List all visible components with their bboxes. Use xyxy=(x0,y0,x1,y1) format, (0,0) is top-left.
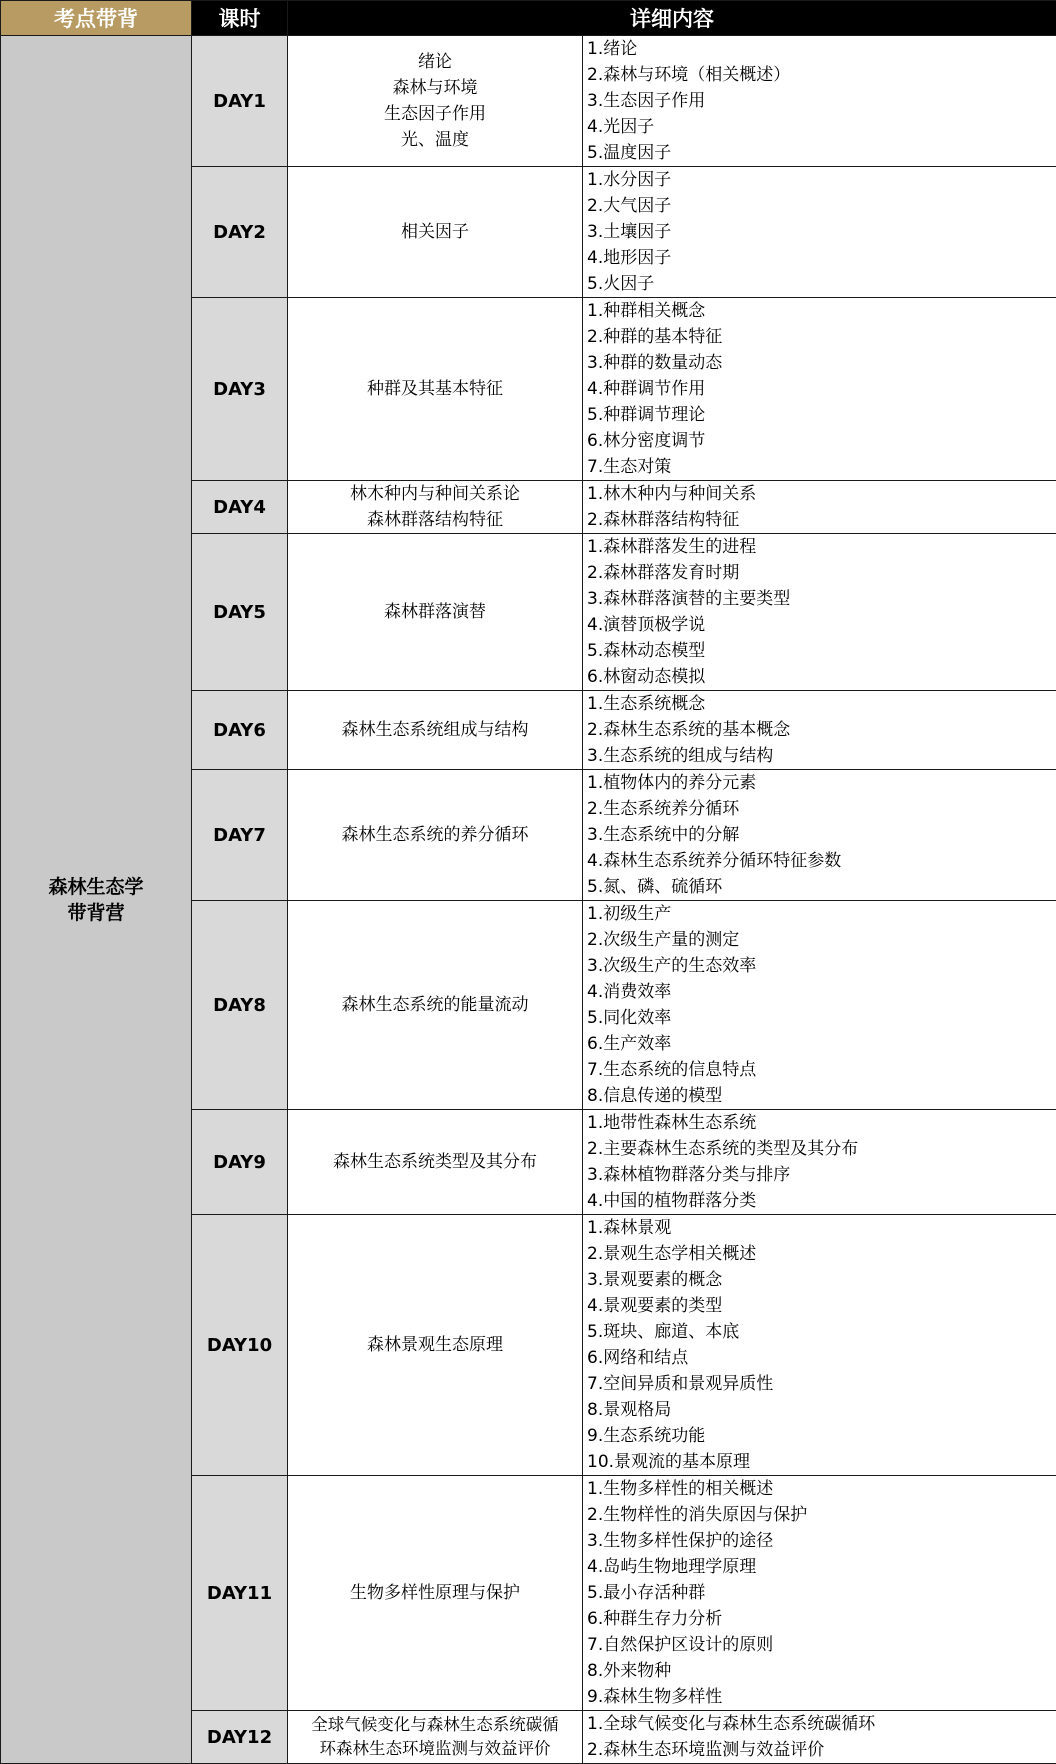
topic-line: 森林生态系统类型及其分布 xyxy=(294,1149,576,1175)
detail-item: 4.景观要素的类型 xyxy=(587,1293,1056,1319)
detail-item: 2.森林群落结构特征 xyxy=(587,507,1056,533)
schedule-row xyxy=(1,36,1056,167)
detail-list xyxy=(583,901,1056,1110)
detail-item: 1.地带性森林生态系统 xyxy=(587,1110,1056,1136)
detail-item: 2.生态系统养分循环 xyxy=(587,796,1056,822)
detail-item: 5.同化效率 xyxy=(587,1005,1056,1031)
detail-item: 4.中国的植物群落分类 xyxy=(587,1188,1056,1214)
detail-item: 7.生态对策 xyxy=(587,454,1056,480)
topic-line: 森林与环境 xyxy=(294,75,576,101)
day-label: DAY3 xyxy=(192,298,288,481)
topic-line: 森林生态系统的能量流动 xyxy=(294,992,576,1018)
day-label: DAY1 xyxy=(192,36,288,167)
header-row xyxy=(1,1,1056,36)
day-label: DAY10 xyxy=(192,1215,288,1476)
detail-item: 3.种群的数量动态 xyxy=(587,350,1056,376)
detail-item: 1.生物多样性的相关概述 xyxy=(587,1476,1056,1502)
lesson-topic xyxy=(288,36,583,167)
detail-list xyxy=(583,534,1056,691)
detail-item: 8.景观格局 xyxy=(587,1397,1056,1423)
topic-line: 光、温度 xyxy=(294,127,576,153)
detail-item: 2.主要森林生态系统的类型及其分布 xyxy=(587,1136,1056,1162)
detail-item: 4.地形因子 xyxy=(587,245,1056,271)
detail-list xyxy=(583,167,1056,298)
topic-line: 相关因子 xyxy=(294,219,576,245)
detail-item: 3.生态系统中的分解 xyxy=(587,822,1056,848)
detail-item: 9.生态系统功能 xyxy=(587,1423,1056,1449)
topic-line: 森林景观生态原理 xyxy=(294,1332,576,1358)
detail-item: 1.全球气候变化与森林生态系统碳循环 xyxy=(587,1711,1056,1737)
detail-item: 5.种群调节理论 xyxy=(587,402,1056,428)
topic-line: 森林群落演替 xyxy=(294,599,576,625)
detail-item: 6.种群生存力分析 xyxy=(587,1606,1056,1632)
detail-item: 1.林木种内与种间关系 xyxy=(587,481,1056,507)
detail-item: 4.种群调节作用 xyxy=(587,376,1056,402)
day-label: DAY11 xyxy=(192,1476,288,1711)
lesson-topic xyxy=(288,1215,583,1476)
detail-item: 6.林窗动态模拟 xyxy=(587,664,1056,690)
day-label: DAY5 xyxy=(192,534,288,691)
day-label: DAY12 xyxy=(192,1711,288,1764)
day-label: DAY2 xyxy=(192,167,288,298)
detail-list xyxy=(583,298,1056,481)
lesson-topic xyxy=(288,298,583,481)
detail-item: 8.信息传递的模型 xyxy=(587,1083,1056,1109)
detail-item: 6.林分密度调节 xyxy=(587,428,1056,454)
detail-item: 7.自然保护区设计的原则 xyxy=(587,1632,1056,1658)
detail-item: 3.土壤因子 xyxy=(587,219,1056,245)
detail-item: 3.生物多样性保护的途径 xyxy=(587,1528,1056,1554)
detail-item: 5.森林动态模型 xyxy=(587,638,1056,664)
header-group: 考点带背 xyxy=(1,1,192,36)
lesson-topic xyxy=(288,481,583,534)
detail-item: 10.景观流的基本原理 xyxy=(587,1449,1056,1475)
lesson-topic xyxy=(288,1476,583,1711)
detail-item: 1.种群相关概念 xyxy=(587,298,1056,324)
detail-item: 2.森林生态系统的基本概念 xyxy=(587,717,1056,743)
topic-line: 全球气候变化与森林生态系统碳循 xyxy=(290,1713,580,1737)
detail-item: 1.森林景观 xyxy=(587,1215,1056,1241)
detail-list xyxy=(583,36,1056,167)
detail-list xyxy=(583,1711,1056,1764)
day-label: DAY6 xyxy=(192,691,288,770)
topic-line: 森林群落结构特征 xyxy=(294,507,576,533)
detail-item: 3.景观要素的概念 xyxy=(587,1267,1056,1293)
detail-item: 5.最小存活种群 xyxy=(587,1580,1056,1606)
lesson-topic xyxy=(288,770,583,901)
header-lesson: 课时 xyxy=(192,1,288,36)
detail-item: 1.绪论 xyxy=(587,36,1056,62)
detail-item: 5.火因子 xyxy=(587,271,1056,297)
topic-line: 生物多样性原理与保护 xyxy=(294,1580,576,1606)
detail-item: 6.生产效率 xyxy=(587,1031,1056,1057)
detail-list xyxy=(583,691,1056,770)
detail-item: 1.生态系统概念 xyxy=(587,691,1056,717)
detail-item: 5.氮、磷、硫循环 xyxy=(587,874,1056,900)
detail-item: 2.生物样性的消失原因与保护 xyxy=(587,1502,1056,1528)
detail-item: 1.初级生产 xyxy=(587,901,1056,927)
detail-list xyxy=(583,1110,1056,1215)
day-label: DAY8 xyxy=(192,901,288,1110)
detail-item: 2.大气因子 xyxy=(587,193,1056,219)
detail-item: 2.森林群落发育时期 xyxy=(587,560,1056,586)
detail-item: 3.森林群落演替的主要类型 xyxy=(587,586,1056,612)
detail-item: 7.生态系统的信息特点 xyxy=(587,1057,1056,1083)
course-group-name: 带背营 xyxy=(1,900,191,926)
detail-item: 4.岛屿生物地理学原理 xyxy=(587,1554,1056,1580)
detail-item: 2.种群的基本特征 xyxy=(587,324,1056,350)
detail-item: 4.光因子 xyxy=(587,114,1056,140)
lesson-topic xyxy=(288,167,583,298)
detail-item: 4.消费效率 xyxy=(587,979,1056,1005)
detail-item: 1.水分因子 xyxy=(587,167,1056,193)
lesson-topic xyxy=(288,534,583,691)
detail-item: 2.次级生产量的测定 xyxy=(587,927,1056,953)
topic-line: 森林生态系统组成与结构 xyxy=(294,717,576,743)
topic-line: 种群及其基本特征 xyxy=(294,376,576,402)
course-group-name: 森林生态学 xyxy=(1,874,191,900)
header-detail: 详细内容 xyxy=(288,1,1056,36)
lesson-topic xyxy=(288,691,583,770)
detail-item: 2.景观生态学相关概述 xyxy=(587,1241,1056,1267)
detail-item: 2.森林与环境（相关概述） xyxy=(587,62,1056,88)
detail-item: 1.森林群落发生的进程 xyxy=(587,534,1056,560)
lesson-topic xyxy=(288,1110,583,1215)
detail-item: 3.次级生产的生态效率 xyxy=(587,953,1056,979)
day-label: DAY9 xyxy=(192,1110,288,1215)
day-label: DAY4 xyxy=(192,481,288,534)
detail-item: 2.森林生态环境监测与效益评价 xyxy=(587,1737,1056,1763)
detail-list xyxy=(583,1476,1056,1711)
detail-item: 1.植物体内的养分元素 xyxy=(587,770,1056,796)
topic-line: 林木种内与种间关系论 xyxy=(294,481,576,507)
detail-item: 5.温度因子 xyxy=(587,140,1056,166)
detail-item: 3.生态因子作用 xyxy=(587,88,1056,114)
detail-item: 6.网络和结点 xyxy=(587,1345,1056,1371)
course-group-cell xyxy=(1,36,192,1764)
detail-list xyxy=(583,770,1056,901)
day-label: DAY7 xyxy=(192,770,288,901)
topic-line: 森林生态系统的养分循环 xyxy=(294,822,576,848)
lesson-topic xyxy=(288,1711,583,1764)
detail-list xyxy=(583,1215,1056,1476)
detail-item: 7.空间异质和景观异质性 xyxy=(587,1371,1056,1397)
lesson-topic xyxy=(288,901,583,1110)
detail-item: 3.森林植物群落分类与排序 xyxy=(587,1162,1056,1188)
detail-item: 3.生态系统的组成与结构 xyxy=(587,743,1056,769)
topic-line: 绪论 xyxy=(294,49,576,75)
detail-list xyxy=(583,481,1056,534)
detail-item: 4.演替顶极学说 xyxy=(587,612,1056,638)
detail-item: 8.外来物种 xyxy=(587,1658,1056,1684)
detail-item: 5.斑块、廊道、本底 xyxy=(587,1319,1056,1345)
detail-item: 9.森林生物多样性 xyxy=(587,1684,1056,1710)
detail-item: 4.森林生态系统养分循环特征参数 xyxy=(587,848,1056,874)
topic-line: 环森林生态环境监测与效益评价 xyxy=(290,1737,580,1761)
topic-line: 生态因子作用 xyxy=(294,101,576,127)
